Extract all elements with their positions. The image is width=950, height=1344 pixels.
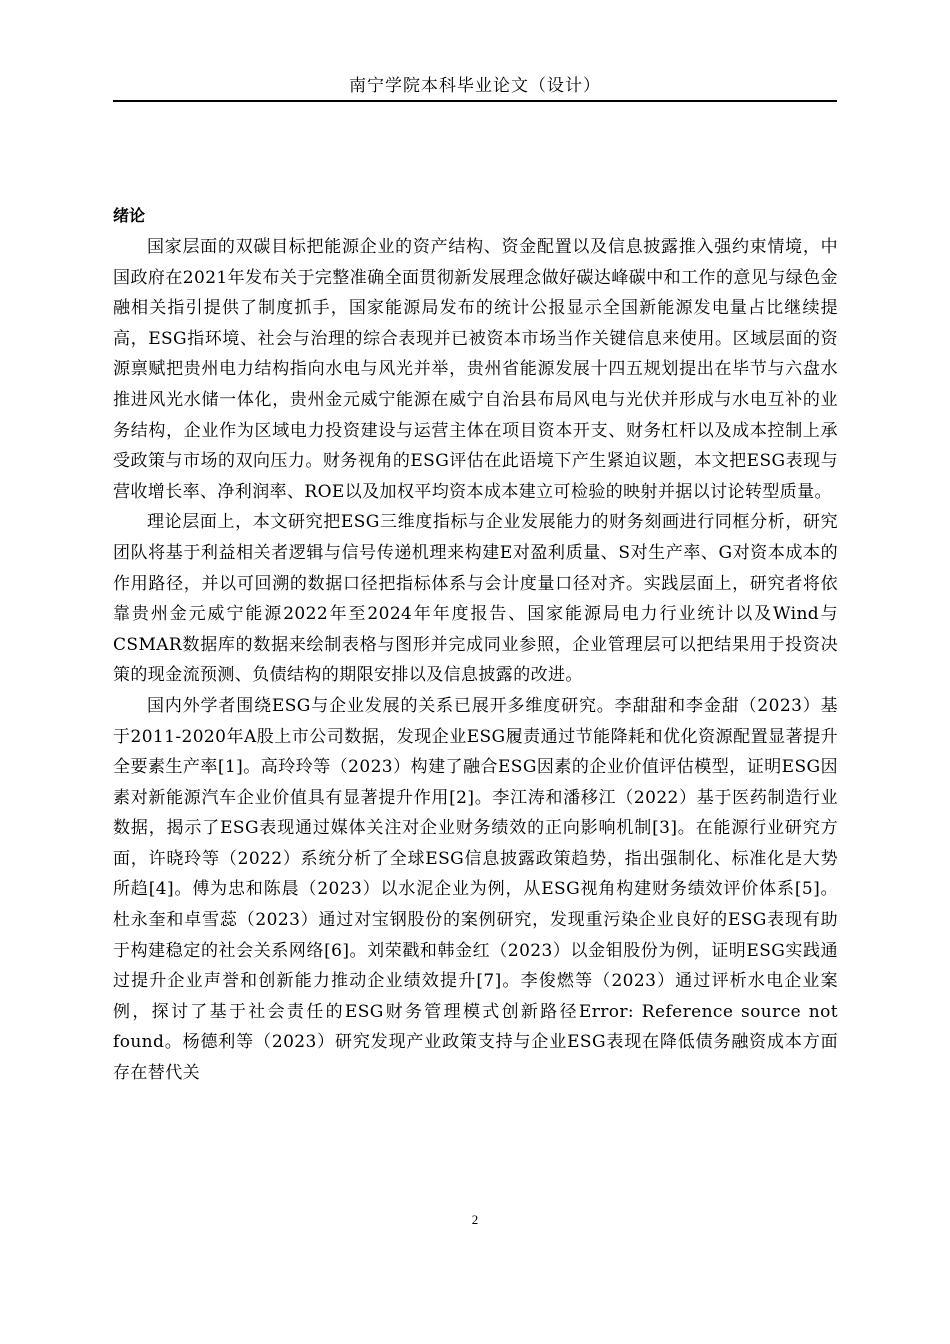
paragraph-2: 理论层面上，本文研究把ESG三维度指标与企业发展能力的财务刻画进行同框分析，研究团队将基于利益相关者逻辑与信号传递机理来构建E对盈利质量、S对生产率、G对资本成本的作用路径，并以可回溯的数据口径把指标体系与会计度量口径对齐。实践层面上，研究者将依靠贵州金元威宁能源2022年至2024年年度报告、国家能源局电力行业统计以及Wind与CSMAR数据库的数据来绘制表格与图形并完成同业参照，企业管理层可以把结果用于投资决策的现金流预测、负债结构的期限安排以及信息披露的改进。 — [113, 512, 838, 686]
page-header-title: 南宁学院本科毕业论文（设计） — [349, 76, 601, 96]
paragraph-1: 国家层面的双碳目标把能源企业的资产结构、资金配置以及信息披露推入强约束情境，中国政府在2021年发布关于完整准确全面贯彻新发展理念做好碳达峰碳中和工作的意见与绿色金融相关指引提供了制度抓手，国家能源局发布的统计公报显示全国新能源发电量占比继续提高，ESG指环境、社会与治理的综合表现并已被资本市场当作关键信息来使用。区域层面的资源禀赋把贵州电力结构指向水电与风光并举，贵州省能源发展十四五规划提出在毕节与六盘水推进风光水储一体化，贵州金元威宁能源在威宁自治县布局风电与光伏并形成与水电互补的业务结构，企业作为区域电力投资建设与运营主体在项目资本开支、财务杠杆以及成本控制上承受政策与市场的双向压力。财务视角的ESG评估在此语境下产生紧迫议题，本文把ESG表现与营收增长率、净利润率、ROE以及加权平均资本成本建立可检验的映射并据以讨论转型质量。 — [113, 237, 838, 502]
page-number: 2 — [471, 1212, 479, 1227]
paragraph-3: 国内外学者围绕ESG与企业发展的关系已展开多维度研究。李甜甜和李金甜（2023）基于2011-2020年A股上市公司数据，发现企业ESG履责通过节能降耗和优化资源配置显著提升全要素生产率[1]。高玲玲等（2023）构建了融合ESG因素的企业价值评估模型，证明ESG因素对新能源汽车企业价值具有显著提升作用[2]。李江涛和潘移江（2022）基于医药制造行业数据，揭示了ESG表现通过媒体关注对企业财务绩效的正向影响机制[3]。在能源行业研究方面，许晓玲等（2022）系统分析了全球ESG信息披露政策趋势，指出强制化、标准化是大势所趋[4]。傅为忠和陈晨（2023）以水泥企业为例，从ESG视角构建财务绩效评价体系[5]。杜永奎和卓雪蕊（2023）通过对宝钢股份的案例研究，发现重污染企业良好的ESG表现有助于构建稳定的社会关系网络[6]。刘荣戳和韩金红（2023）以金钼股份为例，证明ESG实践通过提升企业声誉和创新能力推动企业绩效提升[7]。李俊燃等（2023）通过评析水电企业案例，探讨了基于社会责任的ESG财务管理模式创新路径Error: Reference source not found。杨德利等（2023）研究发现产业政策支持与企业ESG表现在降低债务融资成本方面存在替代关 — [113, 695, 838, 1084]
main-content — [113, 200, 838, 1089]
section-heading: 绪论 — [113, 206, 146, 225]
header-divider — [113, 100, 837, 102]
